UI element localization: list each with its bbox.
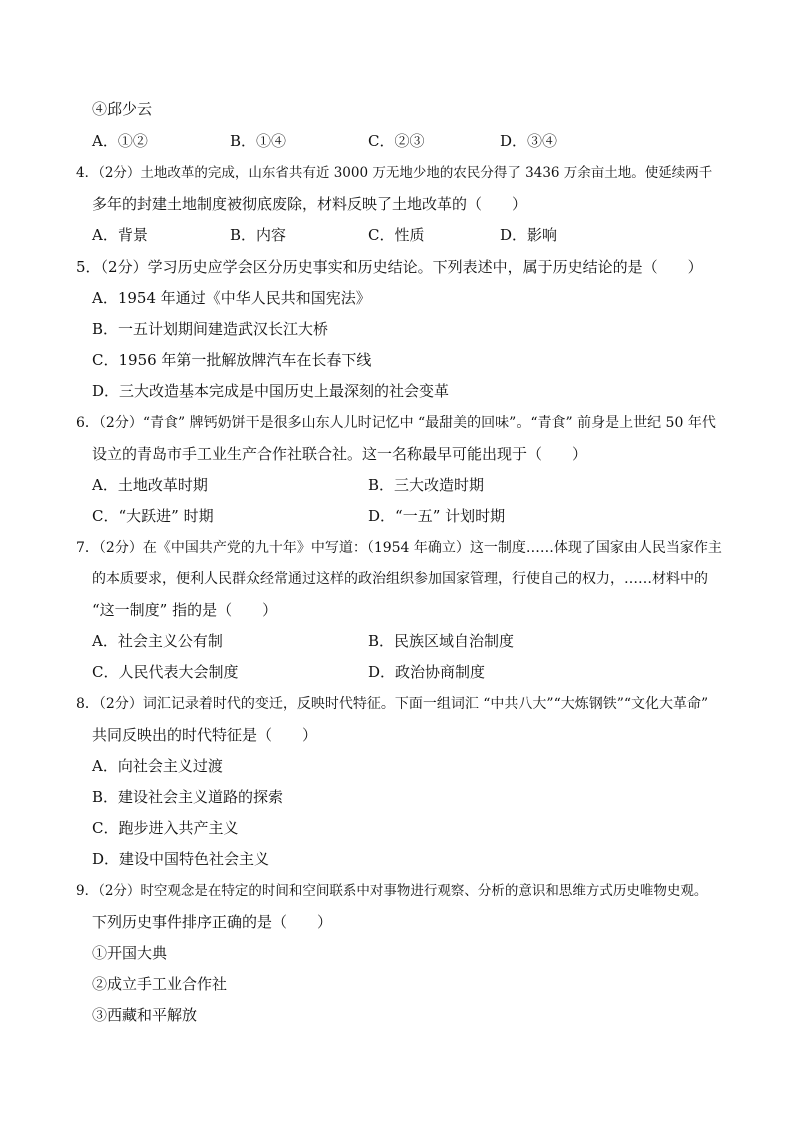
q7-option-c: C．人民代表大会制度	[92, 663, 239, 681]
q5-option-b: B．一五计划期间建造武汉长江大桥	[92, 320, 329, 338]
q3-item-4: ④邱少云	[92, 100, 153, 118]
q3-option-b: B．①④	[230, 132, 287, 150]
q6-option-d: D．“一五” 计划时期	[368, 507, 506, 525]
q6-option-b: B．三大改造时期	[368, 476, 485, 494]
q5-option-a: A．1954 年通过《中华人民共和国宪法》	[92, 289, 371, 307]
q7-stem-line3: “这一制度” 指的是（ ）	[92, 601, 278, 619]
q8-stem-line2: 共同反映出的时代特征是（ ）	[92, 726, 318, 744]
q9-item-3: ③西藏和平解放	[92, 1006, 198, 1024]
q3-option-a: A．①②	[92, 132, 148, 150]
q5-option-d: D．三大改造基本完成是中国历史上最深刻的社会变革	[92, 382, 450, 400]
q9-item-2: ②成立手工业合作社	[92, 975, 228, 993]
q7-option-d: D．政治协商制度	[368, 663, 486, 681]
q7-stem-line2: 的本质要求，便利人民群众经常通过这样的政治组织参加国家管理，行使自己的权力，……材料中的	[92, 571, 708, 587]
q7-option-b: B．民族区域自治制度	[368, 632, 515, 650]
q8-option-b: B．建设社会主义道路的探索	[92, 788, 284, 806]
q5-option-c: C．1956 年第一批解放牌汽车在长春下线	[92, 351, 372, 369]
q8-option-c: C．跑步进入共产主义	[92, 819, 239, 837]
q6-stem-line1: 6．（2分）“青食” 牌钙奶饼干是很多山东人儿时记忆中 “最甜美的回味”。“青食” 前身是上世纪 50 年代	[76, 415, 716, 431]
q6-option-a: A．土地改革时期	[92, 476, 208, 494]
q3-option-d: D．③④	[500, 132, 558, 150]
q6-stem-line2: 设立的青岛市手工业生产合作社联合社。这一名称最早可能出现于（ ）	[92, 445, 588, 463]
q8-stem-line1: 8．（2分）词汇记录着时代的变迁，反映时代特征。下面一组词汇 “中共八大”“大炼钢铁”“文化大革命”	[76, 696, 709, 712]
q5-stem-line1: 5．（2分）学习历史应学会区分历史事实和历史结论。下列表述中，属于历史结论的是（ ）	[76, 258, 703, 276]
q7-stem-line1: 7．（2分）在《中国共产党的九十年》中写道：（1954 年确立）这一制度……体现了国家由人民当家作主	[76, 540, 722, 556]
q4-option-b: B．内容	[230, 226, 287, 244]
q7-option-a: A．社会主义公有制	[92, 632, 223, 650]
q9-stem-line1: 9．（2分）时空观念是在特定的时间和空间联系中对事物进行观察、分析的意识和思维方式历史唯物史观。	[76, 883, 708, 899]
q4-stem-line2: 多年的封建土地制度被彻底废除，材料反映了土地改革的（ ）	[92, 195, 528, 213]
q4-stem-line1: 4．（2分）土地改革的完成，山东省共有近 3000 万无地少地的农民分得了 3436 万余亩土地。使延续两千	[76, 165, 713, 181]
q8-option-d: D．建设中国特色社会主义	[92, 850, 270, 868]
q8-option-a: A．向社会主义过渡	[92, 757, 223, 775]
q4-option-c: C．性质	[368, 226, 425, 244]
q3-option-c: C．②③	[368, 132, 425, 150]
q4-option-d: D．影响	[500, 226, 558, 244]
q9-item-1: ①开国大典	[92, 944, 168, 962]
q6-option-c: C．“大跃进” 时期	[92, 507, 214, 525]
q4-option-a: A．背景	[92, 226, 148, 244]
q9-stem-line2: 下列历史事件排序正确的是（ ）	[92, 913, 333, 931]
